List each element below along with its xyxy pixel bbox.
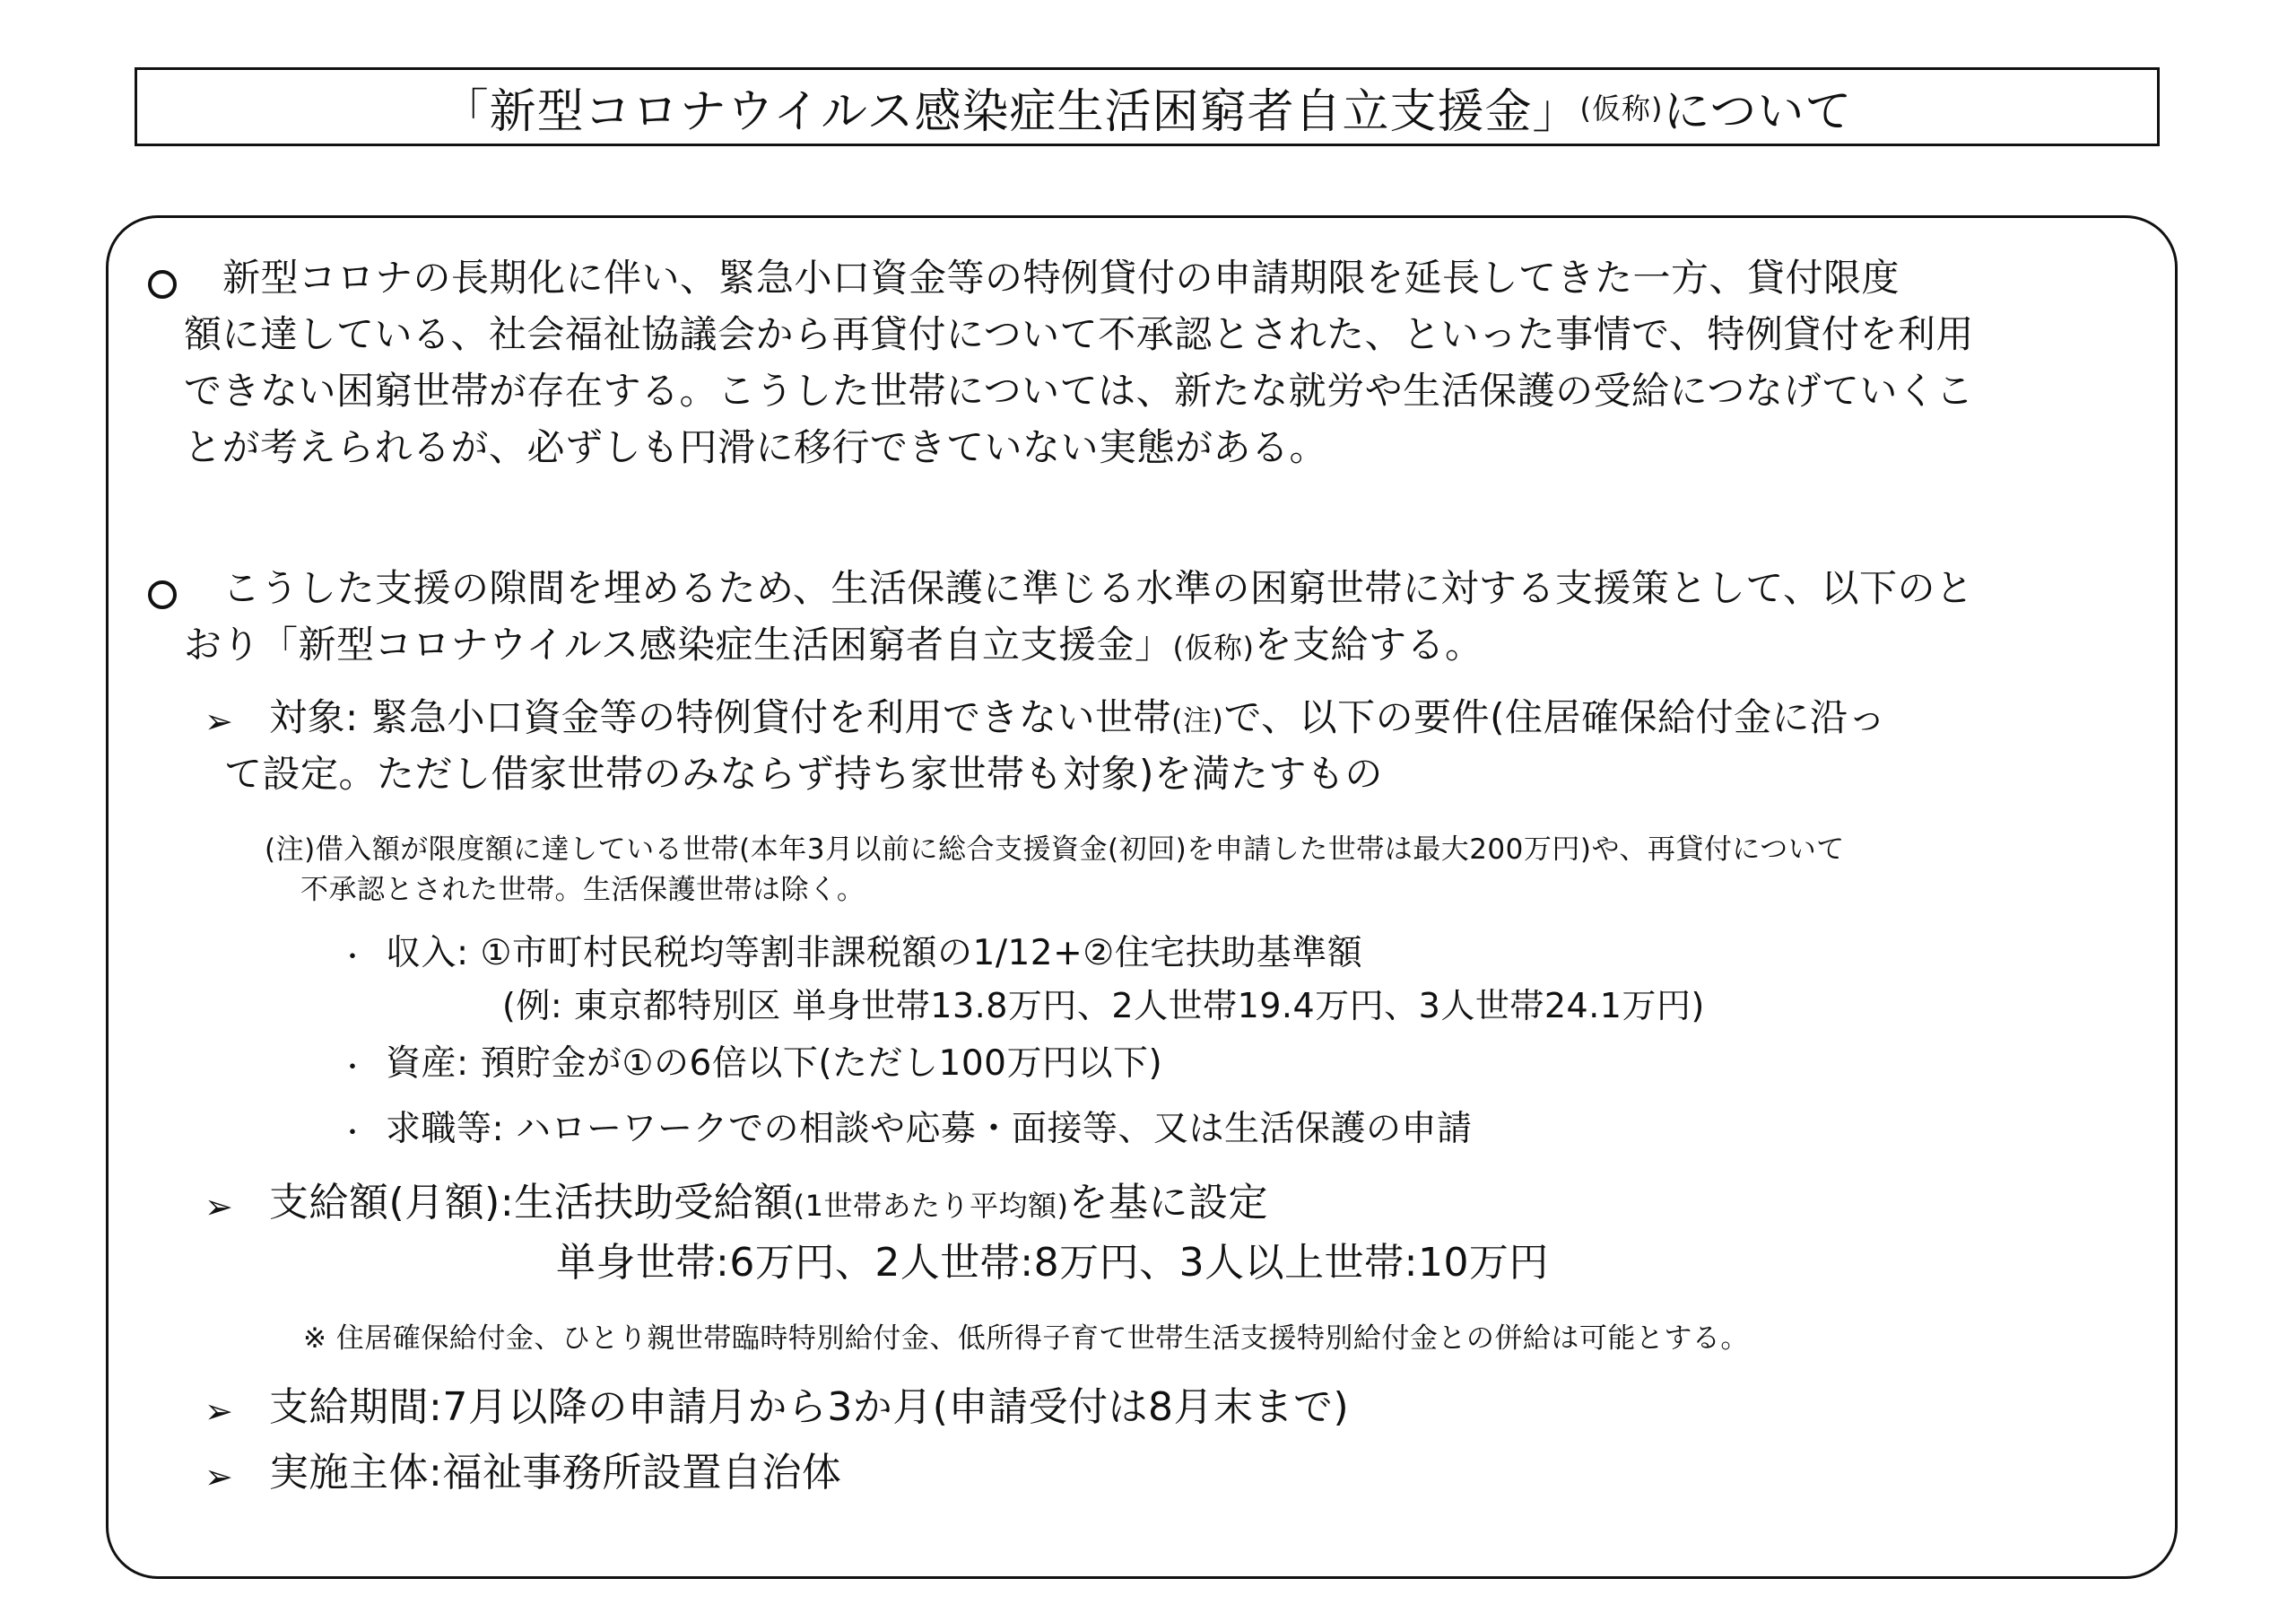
document-title xyxy=(135,67,2160,146)
amount-line-1a: 支給額(月額):生活扶助受給額 xyxy=(269,1180,794,1225)
section1-line-2: 額に達している、社会福祉協議会から再貸付について不承認とされた、といった事情で、特例貸付を利用 xyxy=(184,312,1974,356)
target-note-mark: (注) xyxy=(1171,703,1224,737)
arrow-bullet-icon: ➢ xyxy=(204,1187,234,1226)
title-paren: (仮称) xyxy=(1579,92,1664,126)
section2-marker xyxy=(148,569,177,619)
title-tail: について xyxy=(1663,84,1853,139)
section1-line-4: とが考えられるが、必ずしも円滑に移行できていない実態がある。 xyxy=(184,425,1328,469)
target-note-line-2: 不承認とされた世帯。生活保護世帯は除く。 xyxy=(300,874,865,906)
bullet-dot-icon: ・ xyxy=(339,942,367,973)
assets-requirement: 資産: 預貯金が①の6倍以下(ただし100万円以下) xyxy=(386,1043,1163,1084)
target-line-2: て設定。ただし借家世帯のみならず持ち家世帯も対象)を満たすもの xyxy=(224,752,1383,796)
amount-line-1 xyxy=(269,1178,1268,1231)
income-example: (例: 東京都特別区 単身世帯13.8万円、2人世帯19.4万円、3人世帯24.1万円) xyxy=(502,986,1705,1025)
section1-marker xyxy=(148,258,177,309)
section2-line-1: こうした支援の隙間を埋めるため、生活保護に準じる水準の困窮世帯に対する支援策として、以下のと xyxy=(222,566,1974,610)
title-main: 「新型コロナウイルス感染症生活困窮者自立支援金」 xyxy=(441,84,1580,139)
arrow-bullet-icon: ➢ xyxy=(204,1457,234,1496)
job-requirement: 求職等: ハローワークでの相談や応募・面接等、又は生活保護の申請 xyxy=(386,1109,1473,1149)
income-requirement: 収入: ①市町村民税均等割非課税額の1/12+②住宅扶助基準額 xyxy=(386,933,1363,973)
target-line-1a: 対象: 緊急小口資金等の特例貸付を利用できない世帯 xyxy=(269,695,1172,739)
section2-line-2b: を支給する。 xyxy=(1254,623,1483,667)
amount-footnote: ※ 住居確保給付金、ひとり親世帯臨時特別給付金、低所得子育て世帯生活支援特別給付金との併給は可能とする。 xyxy=(303,1322,1749,1355)
section1-line-3: できない困窮世帯が存在する。こうした世帯については、新たな就労や生活保護の受給につなげていくこ xyxy=(184,369,1974,413)
target-note-line-1: (注)借入額が限度額に達している世帯(本年3月以前に総合支援資金(初回)を申請した世帯は最大200万円)や、再貸付について xyxy=(265,833,1845,866)
section1-line-1: 新型コロナの長期化に伴い、緊急小口資金等の特例貸付の申請期限を延長してきた一方、貸付限度 xyxy=(222,256,1900,300)
target-line-1b: で、以下の要件(住居確保給付金に沿っ xyxy=(1223,695,1887,739)
circle-bullet-icon xyxy=(148,270,177,299)
arrow-bullet-icon: ➢ xyxy=(204,1391,234,1431)
period-text: 支給期間:7月以降の申請月から3か月(申請受付は8月末まで) xyxy=(269,1384,1350,1430)
section2-line-2a: おり「新型コロナウイルス感染症生活困窮者自立支援金」 xyxy=(184,623,1173,667)
arrow-bullet-icon: ➢ xyxy=(204,702,234,741)
implementing-body-text: 実施主体:福祉事務所設置自治体 xyxy=(269,1450,842,1496)
circle-bullet-icon xyxy=(148,580,177,609)
amount-avg-note: (1世帯あたり平均額) xyxy=(793,1189,1069,1223)
amount-values: 単身世帯:6万円、2人世帯:8万円、3人以上世帯:10万円 xyxy=(556,1240,1549,1286)
bullet-dot-icon: ・ xyxy=(339,1052,367,1084)
section2-line-2 xyxy=(184,620,1483,673)
section2-paren: (仮称) xyxy=(1172,631,1255,665)
bullet-dot-icon: ・ xyxy=(339,1118,367,1149)
target-line-1 xyxy=(269,693,1886,746)
amount-line-1b: を基に設定 xyxy=(1068,1180,1268,1225)
